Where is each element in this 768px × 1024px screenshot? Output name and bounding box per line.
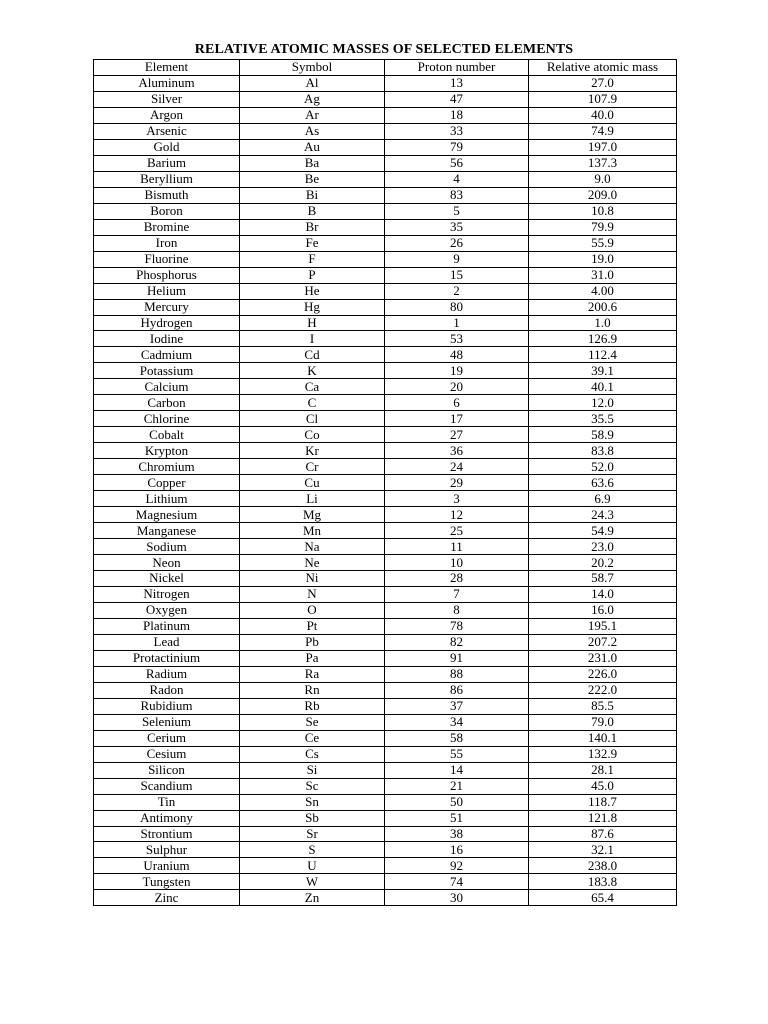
table-row [94,91,677,107]
proton-number-cell: 9 [385,251,529,267]
symbol-cell: Sr [240,826,385,842]
proton-number-cell: 14 [385,762,529,778]
atomic-mass-cell: 195.1 [529,618,677,634]
table-row [94,810,677,826]
table-row [94,331,677,347]
element-name-cell: Carbon [94,395,240,411]
symbol-cell: Co [240,427,385,443]
element-name-cell: Silicon [94,762,240,778]
table-row [94,491,677,507]
atomic-mass-cell: 87.6 [529,826,677,842]
proton-number-cell: 30 [385,890,529,906]
atomic-mass-cell: 52.0 [529,459,677,475]
proton-number-cell: 55 [385,746,529,762]
element-name-cell: Cobalt [94,427,240,443]
atomic-mass-cell: 137.3 [529,155,677,171]
proton-number-cell: 1 [385,315,529,331]
table-row [94,890,677,906]
symbol-cell: He [240,283,385,299]
atomic-mass-cell: 58.9 [529,427,677,443]
symbol-cell: Sb [240,810,385,826]
proton-number-cell: 86 [385,682,529,698]
element-name-cell: Strontium [94,826,240,842]
table-row [94,507,677,523]
page-title: RELATIVE ATOMIC MASSES OF SELECTED ELEMENTS [194,42,574,57]
table-row [94,634,677,650]
table-row [94,778,677,794]
proton-number-cell: 4 [385,171,529,187]
proton-number-cell: 92 [385,858,529,874]
proton-number-cell: 12 [385,507,529,523]
table-row [94,283,677,299]
element-name-cell: Uranium [94,858,240,874]
proton-number-cell: 47 [385,91,529,107]
atomic-mass-cell: 32.1 [529,842,677,858]
proton-number-cell: 88 [385,666,529,682]
element-name-cell: Cesium [94,746,240,762]
proton-number-cell: 58 [385,730,529,746]
symbol-cell: P [240,267,385,283]
proton-number-cell: 11 [385,539,529,555]
atomic-mass-cell: 39.1 [529,363,677,379]
table-row [94,75,677,91]
symbol-cell: K [240,363,385,379]
symbol-cell: Bi [240,187,385,203]
proton-number-cell: 53 [385,331,529,347]
element-name-cell: Protactinium [94,650,240,666]
table-row [94,650,677,666]
atomic-mass-cell: 23.0 [529,539,677,555]
proton-number-cell: 33 [385,123,529,139]
table-row [94,858,677,874]
table-row [94,123,677,139]
element-name-cell: Potassium [94,363,240,379]
element-name-cell: Phosphorus [94,267,240,283]
element-name-cell: Beryllium [94,171,240,187]
table-row [94,714,677,730]
proton-number-cell: 24 [385,459,529,475]
atomic-mass-cell: 83.8 [529,443,677,459]
symbol-cell: Na [240,539,385,555]
table-row [94,395,677,411]
element-name-cell: Fluorine [94,251,240,267]
atomic-mass-cell: 20.2 [529,555,677,571]
atomic-mass-cell: 226.0 [529,666,677,682]
proton-number-cell: 91 [385,650,529,666]
symbol-cell: Ce [240,730,385,746]
symbol-cell: Ne [240,555,385,571]
atomic-mass-cell: 28.1 [529,762,677,778]
table-row [94,315,677,331]
table-row [94,379,677,395]
symbol-cell: Se [240,714,385,730]
element-name-cell: Radon [94,682,240,698]
proton-number-cell: 34 [385,714,529,730]
proton-number-cell: 29 [385,475,529,491]
atomic-mass-cell: 31.0 [529,267,677,283]
symbol-cell: Cr [240,459,385,475]
element-name-cell: Nitrogen [94,586,240,602]
atomic-mass-cell: 209.0 [529,187,677,203]
symbol-cell: Cd [240,347,385,363]
atomic-mass-cell: 55.9 [529,235,677,251]
table-header-row [94,60,677,76]
proton-number-cell: 2 [385,283,529,299]
table-row [94,539,677,555]
element-name-cell: Rubidium [94,698,240,714]
table-row [94,219,677,235]
proton-number-cell: 28 [385,571,529,587]
table-row [94,411,677,427]
symbol-cell: Au [240,139,385,155]
table-row [94,698,677,714]
proton-number-cell: 15 [385,267,529,283]
proton-number-cell: 79 [385,139,529,155]
proton-number-cell: 3 [385,491,529,507]
column-header-element: Element [94,60,240,76]
atomic-mass-cell: 132.9 [529,746,677,762]
symbol-cell: Fe [240,235,385,251]
proton-number-cell: 78 [385,618,529,634]
symbol-cell: Ar [240,107,385,123]
proton-number-cell: 17 [385,411,529,427]
atomic-mass-cell: 238.0 [529,858,677,874]
symbol-cell: Sn [240,794,385,810]
atomic-mass-cell: 6.9 [529,491,677,507]
proton-number-cell: 50 [385,794,529,810]
atomic-mass-cell: 74.9 [529,123,677,139]
symbol-cell: Pt [240,618,385,634]
proton-number-cell: 10 [385,555,529,571]
proton-number-cell: 5 [385,203,529,219]
atomic-mass-cell: 24.3 [529,507,677,523]
atomic-mass-cell: 231.0 [529,650,677,666]
atomic-mass-cell: 35.5 [529,411,677,427]
proton-number-cell: 82 [385,634,529,650]
symbol-cell: Sc [240,778,385,794]
symbol-cell: Ni [240,571,385,587]
element-name-cell: Lead [94,634,240,650]
table-row [94,347,677,363]
symbol-cell: Mg [240,507,385,523]
element-name-cell: Chromium [94,459,240,475]
table-row [94,459,677,475]
table-row [94,762,677,778]
table-row [94,618,677,634]
atomic-mass-cell: 207.2 [529,634,677,650]
element-name-cell: Nickel [94,571,240,587]
atomic-mass-cell: 9.0 [529,171,677,187]
table-row [94,523,677,539]
table-row [94,363,677,379]
atomic-mass-table [93,59,677,906]
proton-number-cell: 19 [385,363,529,379]
table-row [94,235,677,251]
proton-number-cell: 74 [385,874,529,890]
symbol-cell: S [240,842,385,858]
atomic-mass-cell: 107.9 [529,91,677,107]
table-row [94,666,677,682]
symbol-cell: Li [240,491,385,507]
element-name-cell: Tin [94,794,240,810]
element-name-cell: Aluminum [94,75,240,91]
symbol-cell: Zn [240,890,385,906]
column-header-proton-number: Proton number [385,60,529,76]
symbol-cell: Si [240,762,385,778]
atomic-mass-cell: 112.4 [529,347,677,363]
table-body [94,75,677,905]
table-row [94,475,677,491]
element-name-cell: Cadmium [94,347,240,363]
table-row [94,842,677,858]
atomic-mass-cell: 40.0 [529,107,677,123]
atomic-mass-cell: 222.0 [529,682,677,698]
element-name-cell: Krypton [94,443,240,459]
element-name-cell: Selenium [94,714,240,730]
atomic-mass-cell: 85.5 [529,698,677,714]
atomic-mass-cell: 40.1 [529,379,677,395]
symbol-cell: Pb [240,634,385,650]
table-row [94,682,677,698]
symbol-cell: I [240,331,385,347]
proton-number-cell: 7 [385,586,529,602]
table-row [94,299,677,315]
table-row [94,874,677,890]
atomic-mass-cell: 58.7 [529,571,677,587]
proton-number-cell: 80 [385,299,529,315]
symbol-cell: Rn [240,682,385,698]
symbol-cell: Ra [240,666,385,682]
symbol-cell: Cs [240,746,385,762]
proton-number-cell: 18 [385,107,529,123]
table-row [94,107,677,123]
atomic-mass-cell: 16.0 [529,602,677,618]
proton-number-cell: 25 [385,523,529,539]
proton-number-cell: 26 [385,235,529,251]
proton-number-cell: 20 [385,379,529,395]
element-name-cell: Iodine [94,331,240,347]
table-row [94,826,677,842]
column-header-symbol: Symbol [240,60,385,76]
element-name-cell: Radium [94,666,240,682]
element-name-cell: Platinum [94,618,240,634]
table-row [94,602,677,618]
element-name-cell: Antimony [94,810,240,826]
atomic-mass-cell: 183.8 [529,874,677,890]
element-name-cell: Boron [94,203,240,219]
symbol-cell: Cl [240,411,385,427]
element-name-cell: Magnesium [94,507,240,523]
atomic-mass-cell: 12.0 [529,395,677,411]
table-row [94,730,677,746]
symbol-cell: Br [240,219,385,235]
atomic-mass-cell: 45.0 [529,778,677,794]
symbol-cell: C [240,395,385,411]
proton-number-cell: 6 [385,395,529,411]
element-name-cell: Zinc [94,890,240,906]
proton-number-cell: 37 [385,698,529,714]
proton-number-cell: 51 [385,810,529,826]
proton-number-cell: 21 [385,778,529,794]
element-name-cell: Bismuth [94,187,240,203]
atomic-mass-cell: 19.0 [529,251,677,267]
element-name-cell: Neon [94,555,240,571]
atomic-mass-cell: 121.8 [529,810,677,826]
symbol-cell: Pa [240,650,385,666]
atomic-mass-cell: 27.0 [529,75,677,91]
element-name-cell: Helium [94,283,240,299]
atomic-mass-cell: 1.0 [529,315,677,331]
table-row [94,571,677,587]
symbol-cell: Be [240,171,385,187]
symbol-cell: W [240,874,385,890]
symbol-cell: Rb [240,698,385,714]
table-row [94,427,677,443]
table-row [94,555,677,571]
table-row [94,586,677,602]
element-name-cell: Cerium [94,730,240,746]
proton-number-cell: 36 [385,443,529,459]
table-row [94,171,677,187]
proton-number-cell: 38 [385,826,529,842]
element-name-cell: Oxygen [94,602,240,618]
proton-number-cell: 83 [385,187,529,203]
symbol-cell: B [240,203,385,219]
table-row [94,139,677,155]
symbol-cell: As [240,123,385,139]
element-name-cell: Hydrogen [94,315,240,331]
element-name-cell: Sodium [94,539,240,555]
table-row [94,155,677,171]
element-name-cell: Sulphur [94,842,240,858]
element-name-cell: Gold [94,139,240,155]
symbol-cell: Al [240,75,385,91]
table-row [94,187,677,203]
element-name-cell: Arsenic [94,123,240,139]
element-name-cell: Mercury [94,299,240,315]
column-header-relative-atomic-mass: Relative atomic mass [529,60,677,76]
atomic-mass-cell: 54.9 [529,523,677,539]
proton-number-cell: 27 [385,427,529,443]
atomic-mass-cell: 63.6 [529,475,677,491]
atomic-mass-cell: 65.4 [529,890,677,906]
symbol-cell: Hg [240,299,385,315]
element-name-cell: Iron [94,235,240,251]
atomic-mass-cell: 79.9 [529,219,677,235]
element-name-cell: Copper [94,475,240,491]
element-name-cell: Lithium [94,491,240,507]
symbol-cell: Ag [240,91,385,107]
atomic-mass-cell: 4.00 [529,283,677,299]
symbol-cell: N [240,586,385,602]
table-row [94,746,677,762]
symbol-cell: Kr [240,443,385,459]
proton-number-cell: 13 [385,75,529,91]
symbol-cell: F [240,251,385,267]
atomic-mass-cell: 14.0 [529,586,677,602]
proton-number-cell: 56 [385,155,529,171]
atomic-mass-cell: 200.6 [529,299,677,315]
symbol-cell: Mn [240,523,385,539]
symbol-cell: U [240,858,385,874]
atomic-mass-cell: 140.1 [529,730,677,746]
element-name-cell: Chlorine [94,411,240,427]
proton-number-cell: 35 [385,219,529,235]
atomic-mass-cell: 118.7 [529,794,677,810]
symbol-cell: Ca [240,379,385,395]
atomic-mass-cell: 10.8 [529,203,677,219]
symbol-cell: H [240,315,385,331]
element-name-cell: Barium [94,155,240,171]
proton-number-cell: 16 [385,842,529,858]
atomic-mass-cell: 126.9 [529,331,677,347]
atomic-mass-cell: 197.0 [529,139,677,155]
proton-number-cell: 8 [385,602,529,618]
table-row [94,443,677,459]
element-name-cell: Bromine [94,219,240,235]
atomic-mass-cell: 79.0 [529,714,677,730]
element-name-cell: Manganese [94,523,240,539]
table-row [94,251,677,267]
proton-number-cell: 48 [385,347,529,363]
element-name-cell: Scandium [94,778,240,794]
table-row [94,203,677,219]
table-row [94,267,677,283]
symbol-cell: O [240,602,385,618]
element-name-cell: Silver [94,91,240,107]
table-row [94,794,677,810]
element-name-cell: Argon [94,107,240,123]
element-name-cell: Calcium [94,379,240,395]
symbol-cell: Ba [240,155,385,171]
element-name-cell: Tungsten [94,874,240,890]
symbol-cell: Cu [240,475,385,491]
